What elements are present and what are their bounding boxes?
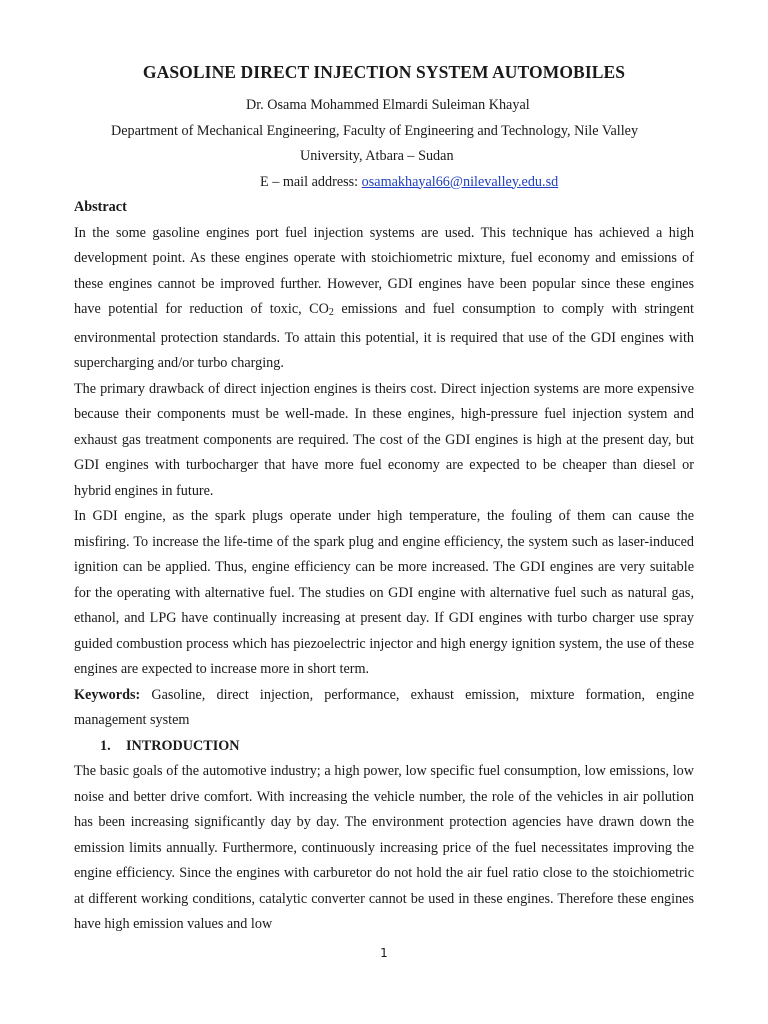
- affiliation-line-1: Department of Mechanical Engineering, Faculty of Engineering and Technology, Nile Valley: [111, 122, 639, 139]
- section-title: INTRODUCTION: [126, 737, 240, 754]
- email-label: E – mail address:: [260, 173, 362, 190]
- abstract-p1-text-b: emissions and fuel consumption to comply with stringent environmental protection standards. To attain this potential, it is required that use of the GDI engines with supercharging and/or turbo charging.: [74, 301, 694, 371]
- keywords-text: Gasoline, direct injection, performance, exhaust emission, mixture formation, engine management system: [74, 686, 694, 728]
- co2-subscript: 2: [328, 307, 334, 318]
- page-number: 1: [380, 946, 388, 960]
- section-heading-introduction: [74, 734, 694, 760]
- keywords-paragraph: [74, 683, 694, 734]
- abstract-paragraph-3: In GDI engine, as the spark plugs operate under high temperature, the fouling of them can cause the misfiring. To increase the life-time of the spark plug and engine efficiency, the system such as laser-induced ignition can be applied. Thus, engine efficiency can be more increased. The GDI engines are very suitable for the operating with alternative fuel. The studies on GDI engine with alternative fuel such as natural gas, ethanol, and LPG have continually increasing at present day. If GDI engines with turbo charger use spray guided combustion process which has piezoelectric injector and high energy ignition system, the use of these engines are expected to increase more in short term.: [74, 508, 694, 677]
- paper-page: [74, 62, 694, 938]
- abstract-heading: Abstract: [74, 199, 127, 215]
- author-name: Dr. Osama Mohammed Elmardi Suleiman Khayal: [246, 97, 530, 113]
- paper-title: GASOLINE DIRECT INJECTION SYSTEM AUTOMOBILES: [142, 62, 626, 82]
- keywords-label: Keywords:: [74, 686, 141, 703]
- introduction-paragraph: The basic goals of the automotive industry; a high power, low specific fuel consumption, low emissions, low noise and better drive comfort. With increasing the vehicle number, the role of the vehicles in air pollution has been increasing significantly day by day. The environment protection agencies have drawn down the emission limits annually. Furthermore, continuously increasing price of the fuel necessitates improving the engine efficiency. Since the engines with carburetor do not hold the air fuel ratio close to the stoichiometric at different working conditions, catalytic converter cannot be used in these engines. Therefore these engines have high emission values and low: [74, 763, 694, 932]
- affiliation-line-2: University, Atbara – Sudan: [300, 148, 454, 164]
- abstract-p1-text-a: In the some gasoline engines port fuel injection systems are used. This technique has achieved a high development point. As these engines operate with stoichiometric mixture, fuel economy and emissions of these engines cannot be improved further. However, GDI engines have been popular since these engines have potential for reduction of toxic, CO: [74, 224, 694, 317]
- abstract-paragraph-2: The primary drawback of direct injection engines is theirs cost. Direct injection systems are more expensive because their components must be well-made. In these engines, high-pressure fuel injection system and exhaust gas treatment components are required. The cost of the GDI engines is high at the present day, but GDI engines with turbocharger that have more fuel economy are expected to be cheaper than diesel or hybrid engines in future.: [74, 380, 694, 499]
- email-line: [74, 170, 694, 196]
- section-number: 1.: [100, 737, 111, 754]
- email-link[interactable]: osamakhayal66@nilevalley.edu.sd: [361, 173, 559, 190]
- abstract-paragraph-1: [74, 221, 694, 377]
